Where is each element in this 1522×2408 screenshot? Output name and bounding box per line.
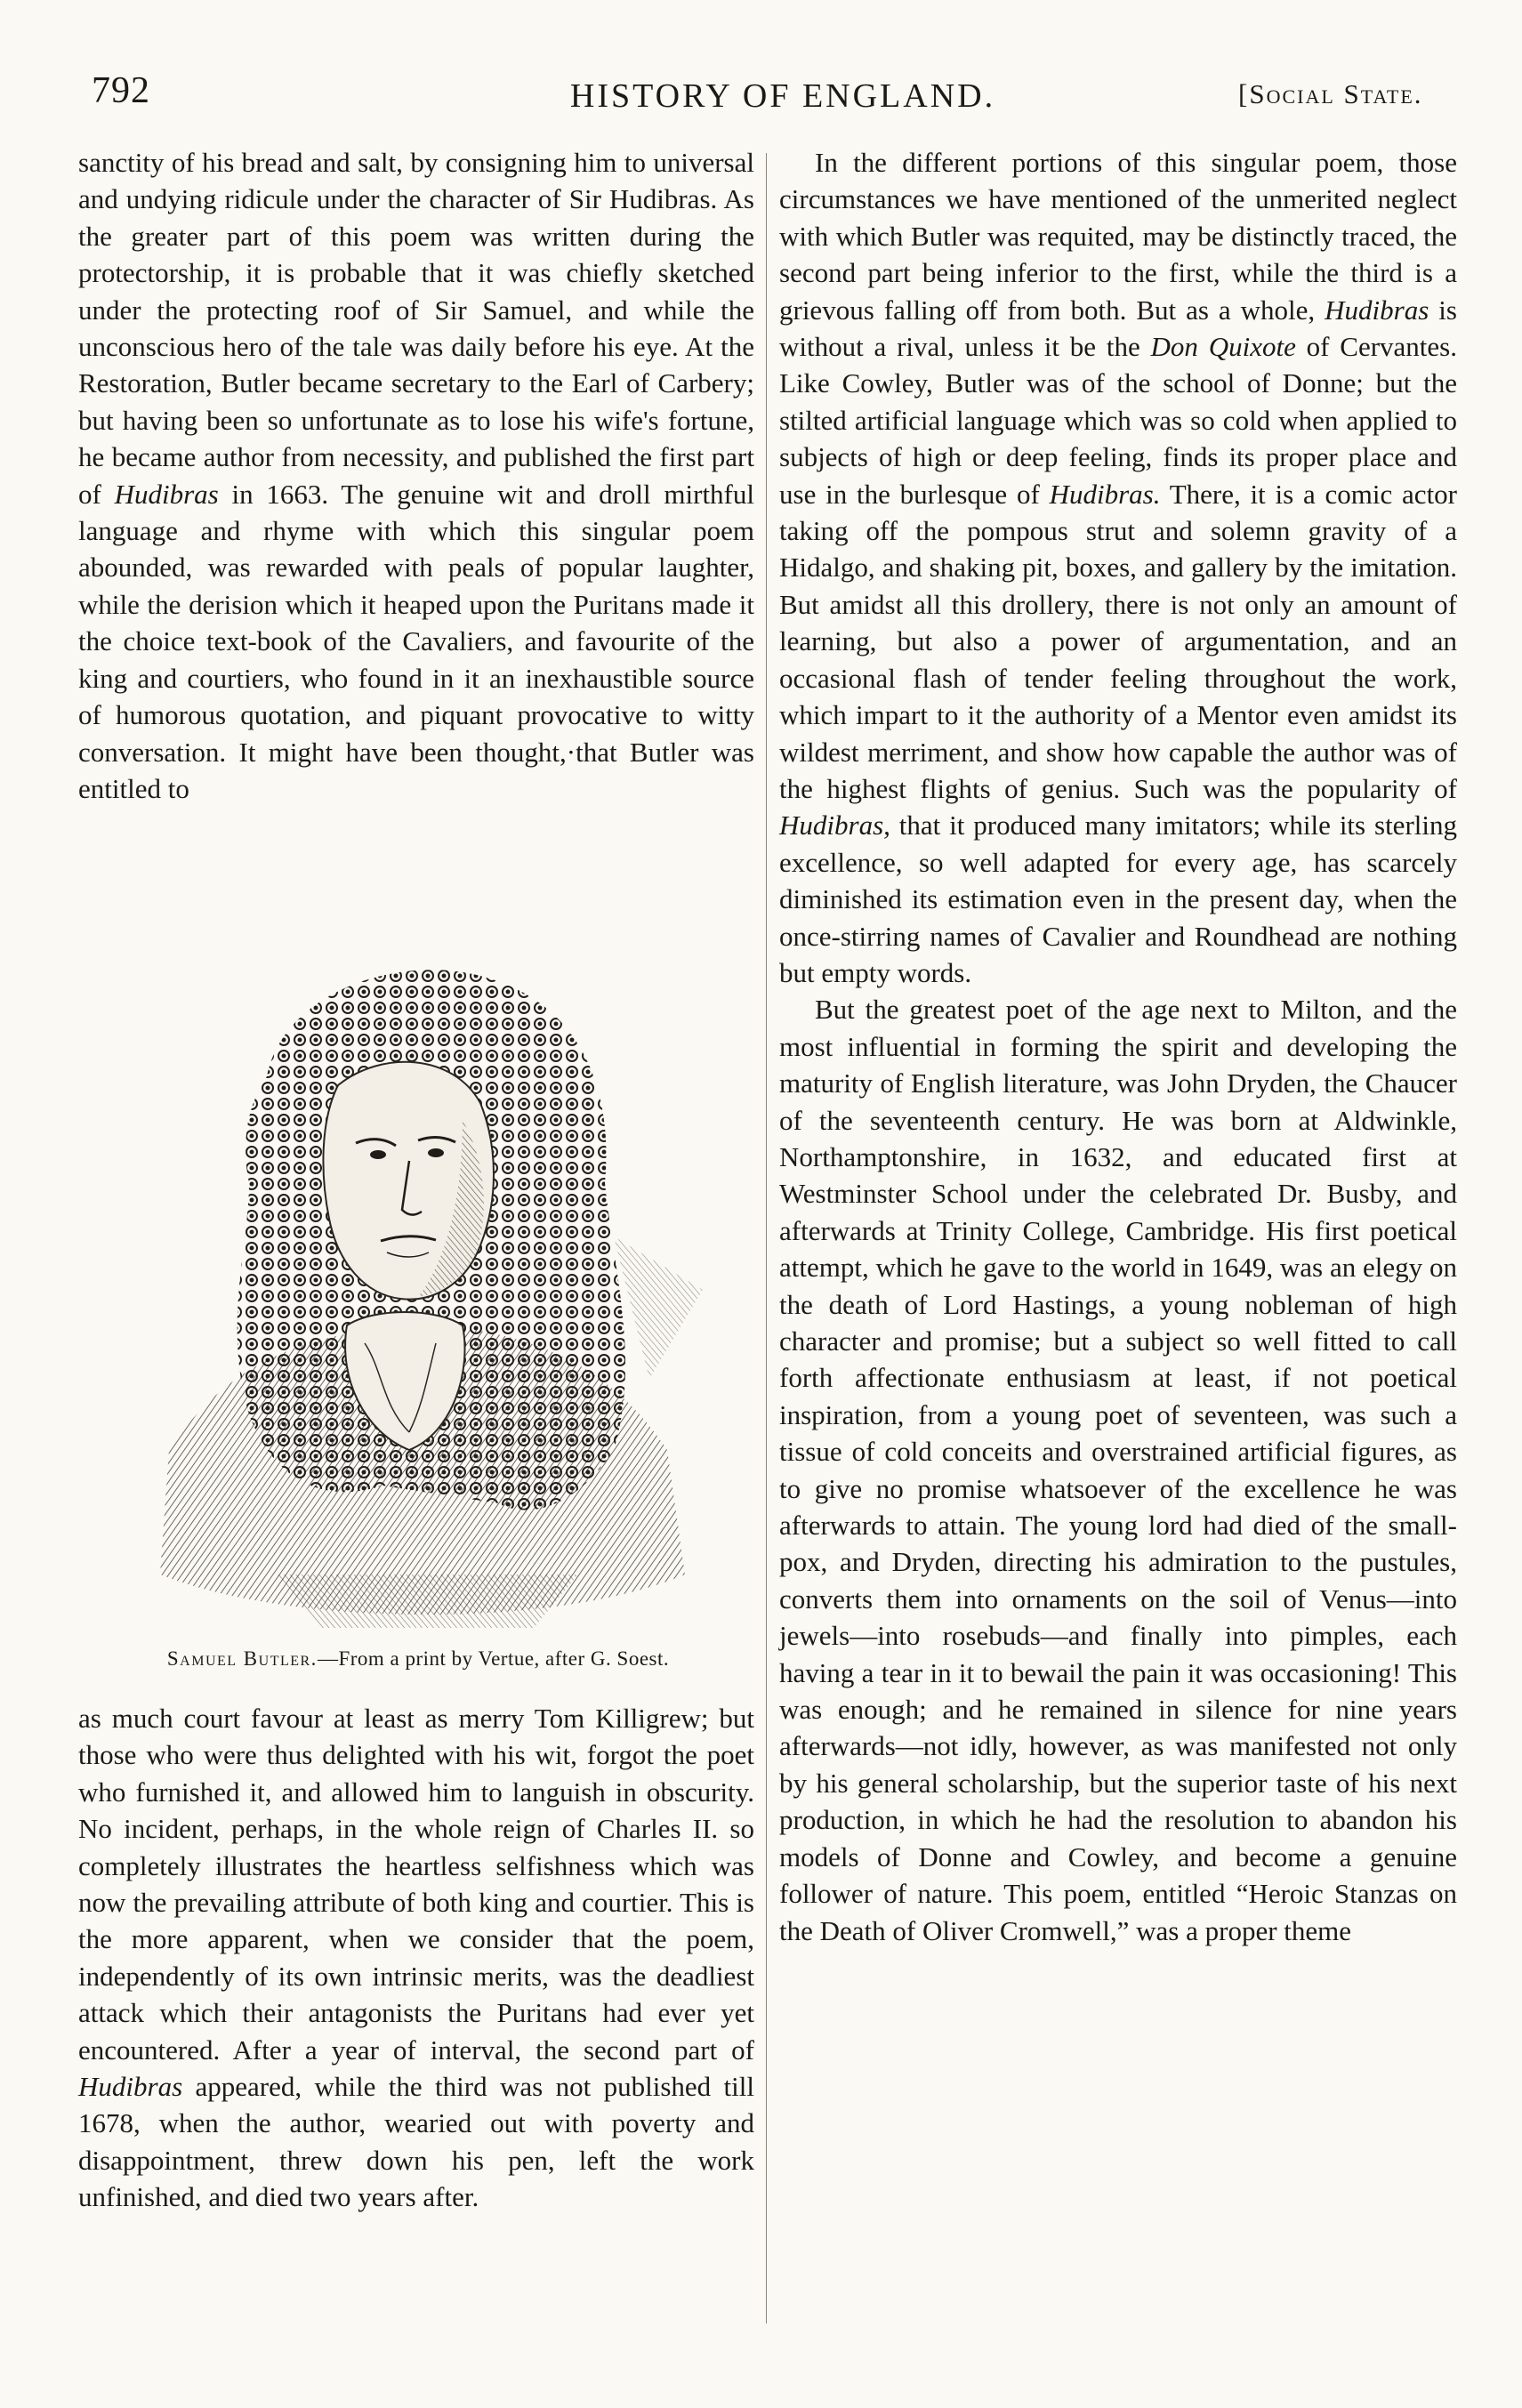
left-column-bottom (78, 1700, 754, 2323)
italic-title: Hudibras (1325, 294, 1429, 326)
text-run: In the different portions of this singular poem, those circumstances we have mentioned of the unmerited neglect with which Butler was requited, may be distinctly traced, the second part being inferior to the first, while the third is a grievous falling off from both. But as a whole, (779, 147, 1457, 326)
caption-text: —From a print by Vertue, after G. Soest. (317, 1647, 670, 1670)
text-run: of Cervantes. Like Cowley, Butler was of the school of Donne; but the stilted artificial language which was so cold when applied to subjects of high or deep feeling, finds its proper place and use in the burlesque of (779, 331, 1457, 510)
paragraph (779, 144, 1457, 991)
left-column-top (78, 144, 754, 936)
portrait-illustration (116, 952, 721, 1637)
italic-title: Hudibras (114, 478, 219, 510)
text-run: There, it is a comic actor taking off the pompous strut and solemn gravity of a Hidalgo, and shaking pit, boxes, and gallery by the imitation. But amidst all this drollery, there is not only an amount of learning, but also a power of argumentation, and an occasional flash of tender feeling throughout the work, which impart to it the authority of a Mentor even amidst its wildest merriment, and show how capable the author was of the highest flights of genius. Such was the popularity of (779, 478, 1458, 804)
paragraph (78, 1700, 754, 2216)
text-run: sanctity of his bread and salt, by consigning him to universal and undying ridicule under the character of Sir Hudibras. As the greater part of this poem was written during the protectorship, it is probable that it was chiefly sketched under the protecting roof of Sir Samuel, and while the unconscious hero of the tale was daily before his eye. At the Restoration, Butler became secretary to the Earl of Carbery; but having been so unfortunate as to lose his wife's fortune, he became author from necessity, and published the first part of (78, 147, 754, 510)
section-label: [Social State. (1238, 78, 1423, 109)
caption-name: Samuel Butler. (166, 1647, 318, 1670)
italic-title: Hudibras. (1049, 478, 1161, 510)
portrait-engraving (116, 952, 721, 1637)
figure-caption (89, 1647, 747, 1671)
column-divider (766, 153, 767, 2323)
italic-title: Hudibras (78, 2071, 183, 2103)
italic-title: Hudibras, (779, 809, 890, 842)
page-number: 792 (92, 70, 150, 111)
paragraph (78, 144, 754, 807)
paragraph: But the greatest poet of the age next to Milton, and the most influential in forming the spirit and developing the maturity of English literature, was John Dryden, the Chaucer of the seventeenth century. He was born at Aldwinkle, Northamptonshire, in 1632, and educated first at Westminster School under the celebrated Dr. Busby, and afterwards at Trinity College, Cambridge. His first poetical attempt, which he gave to the world in 1649, was an elegy on the death of Lord Hastings, a young nobleman of high character and promise; but a subject so well fitted to call forth affectionate enthusiasm at least, if not poetical inspiration, from a young poet of seventeen, was such a tissue of cold conceits and overstrained artificial figures, as to give no promise whatsoever of the excellence he was afterwards to attain. The young lord had died of the small-pox, and Dryden, directing his admiration to the pustules, converts them into ornaments on the soil of Venus—into jewels—into rosebuds—and finally into pimples, each having a tear in it to bewail the pain it was occasioning! This was enough; and he remained in silence for nine years afterwards—not idly, however, as was manifested not only by his general scholarship, but the superior taste of his next production, in which he had the resolution to abandon his models of Donne and Cowley, and become a genuine follower of nature. This poem, entitled “Heroic Stanzas on the Death of Oliver Cromwell,” was a proper theme (779, 994, 1457, 1946)
text-run: in 1663. The genuine wit and droll mirthful language and rhyme with which this singular poem abounded, was rewarded with peals of popular laughter, while the derision which it heaped upon the Puritans made it the choice text-book of the Cavaliers, and favourite of the king and courtiers, who found in it an inexhaustible source of humorous quotation, and piquant provocative to witty conversation. It might have been thought,·that Butler was entitled to (78, 478, 754, 804)
text-run: appeared, while the third was not published till 1678, when the author, wearied out with poverty and disappointment, threw down his pen, left the work unfinished, and died two years after. (78, 2071, 754, 2213)
text-run: that it produced many imitators; while its sterling excellence, so well adapted for every age, has scarcely diminished its estimation even in the present day, when the once-stirring names of Cavalier and Roundhead are nothing but empty words. (779, 809, 1457, 988)
italic-title: Don Quixote (1150, 331, 1296, 363)
page-header (0, 64, 1522, 126)
running-title: HISTORY OF ENGLAND. (569, 77, 996, 115)
right-column (779, 144, 1457, 2332)
text-run: is without a rival, unless it be the (779, 294, 1457, 363)
text-run: as much court favour at least as merry Tom Killigrew; but those who were thus delighted with his wit, forgot the poet who furnished it, and allowed him to languish in obscurity. No incident, perhaps, in the whole reign of Charles II. so completely illustrates the heartless selfishness which was now the prevailing attribute of both king and courtier. This is the more apparent, when we consider that the poem, independently of its own intrinsic merits, was the deadliest attack which their antagonists the Puritans had ever yet encountered. After a year of interval, the second part of (78, 1703, 754, 2066)
